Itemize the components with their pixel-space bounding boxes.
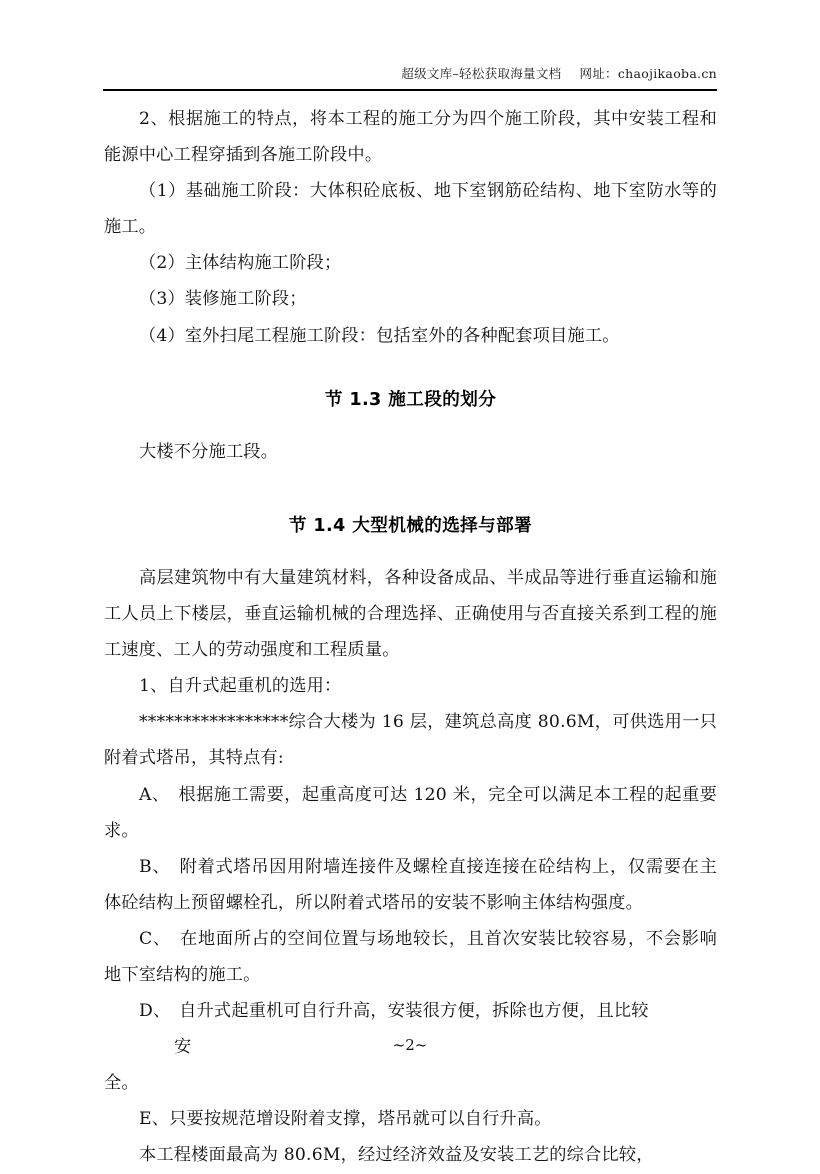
paragraph-crane-heading: 1、自升式起重机的选用： xyxy=(139,676,342,697)
paragraph-item-c: C、 在地面所占的空间位置与场地较长，且首次安装比较容易，不会影响地下室结构的施工。 xyxy=(104,928,717,985)
heading-section-1-3: 节 1.3 施工段的划分 xyxy=(324,389,497,410)
paragraph-item-a: A、 根据施工需要，起重高度可达 120 米，完全可以满足本工程的起重要求。 xyxy=(104,784,717,841)
spacer-before-heading-1-4 xyxy=(104,470,717,508)
paragraph-item-d-line-1: D、 自升式起重机可自行升高，安装很方便，拆除也方便，且比较 xyxy=(139,1001,649,1022)
paragraph-closing: 本工程楼面最高为 80.6M，经过经济效益及安装工艺的综合比较， xyxy=(139,1145,654,1166)
paragraph-section-1-3-text: 大楼不分施工段。 xyxy=(139,441,279,462)
paragraph-stage-4: （4）室外扫尾工程施工阶段：包括室外的各种配套项目施工。 xyxy=(139,325,620,346)
page-header xyxy=(103,64,717,82)
paragraph-item-d-line-3: 全。 xyxy=(104,1073,139,1094)
document-body xyxy=(104,101,717,1174)
heading-section-1-4: 节 1.4 大型机械的选择与部署 xyxy=(288,515,533,536)
paragraph-redacted-building-info: *****************综合大楼为 16 层，建筑总高度 80.6M，可供选用一只附着式塔吊，其特点有: xyxy=(104,712,717,769)
paragraph-item-e: E、只要按规范增设附着支撑，塔吊就可以自行升高。 xyxy=(139,1109,552,1130)
paragraph-item-2: 2、根据施工的特点，将本工程的施工分为四个施工阶段，其中安装工程和能源中心工程穿插到各施工阶段中。 xyxy=(104,109,717,166)
header-divider-rule xyxy=(103,89,717,91)
paragraph-stage-1: （1）基础施工阶段：大体积砼底板、地下室钢筋砼结构、地下室防水等的施工。 xyxy=(104,181,717,238)
spacer-before-heading-1-3 xyxy=(104,354,717,382)
paragraph-stage-3: （3）装修施工阶段； xyxy=(139,289,307,310)
paragraph-section-1-4-intro: 高层建筑物中有大量建筑材料，各种设备成品、半成品等进行垂直运输和施工人员上下楼层，垂直运输机械的合理选择、正确使用与否直接关系到工程的施工速度、工人的劳动强度和工程质量。 xyxy=(104,567,717,661)
spacer-after-heading-1-3 xyxy=(104,418,717,434)
header-site-name: 超级文库–轻松获取海量文档 xyxy=(401,66,562,81)
paragraph-item-d-line-2: 安 xyxy=(174,1037,192,1058)
paragraph-item-b: B、 附着式塔吊因用附墙连接件及螺栓直接连接在砼结构上，仅需要在主体砼结构上预留螺栓孔，所以附着式塔吊的安装不影响主体结构强度。 xyxy=(104,856,717,913)
page-footer-number: ~2~ xyxy=(392,1036,428,1054)
paragraph-stage-2: （2）主体结构施工阶段； xyxy=(139,253,342,274)
header-url-label: 网址： xyxy=(579,66,618,81)
spacer-after-heading-1-4 xyxy=(104,544,717,560)
header-url: chaojikaoba.cn xyxy=(617,66,717,81)
